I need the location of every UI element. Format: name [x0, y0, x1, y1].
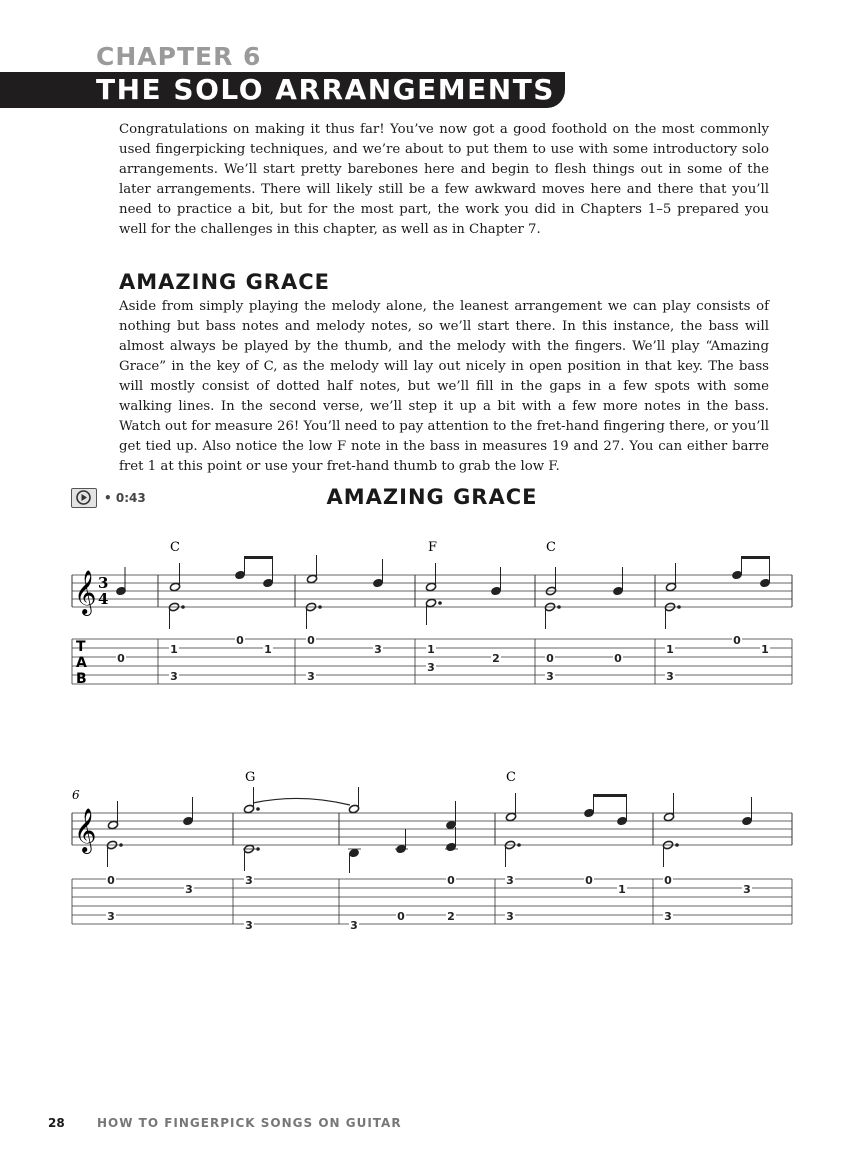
tab-fret: 2 — [492, 652, 500, 665]
chapter-number: CHAPTER 6 — [96, 42, 262, 71]
section-heading: AMAZING GRACE — [119, 270, 330, 294]
tab-fret: 3 — [427, 661, 435, 674]
tab-fret: 3 — [185, 883, 193, 896]
chord-symbol: G — [245, 770, 256, 785]
tab-fret: 3 — [743, 883, 751, 896]
tab-fret: 3 — [546, 670, 554, 683]
notes — [116, 555, 771, 629]
tab-fret: 3 — [245, 919, 253, 932]
audio-time: • 0:43 — [104, 491, 146, 505]
chord-symbol: C — [170, 540, 180, 555]
tab-fret: 1 — [264, 643, 272, 656]
tab-fret: 2 — [447, 910, 455, 923]
score-system-2 — [0, 765, 864, 935]
tab-fret: 0 — [546, 652, 554, 665]
section-paragraph: Aside from simply playing the melody alone, the leanest arrangement we can play consists of nothing but bass notes and melody notes, so we’ll start there. In this instance, the bass will almost always be played by the thumb, and the melody with the fingers. We’ll play “Amazing Grace” in the key of C, as the melody will lay out nicely in open position in that key. The bass will mostly consist of dotted half notes, but we’ll fill in the gaps in a few spots with some walking lines. In the second verse, we’ll step it up a bit with a few more notes in the bass. Watch out for measure 26! You’ll need to pay attention to the fret-hand fingering there, or you’ll get tied up. Also notice the low F note in the bass in measures 19 and 27. You can either barre fret 1 at this point or use your fret-hand thumb to grab the low F. — [119, 299, 769, 474]
tab-fret: 0 — [107, 874, 115, 887]
tab-fret: 1 — [618, 883, 626, 896]
tab-fret: 3 — [245, 874, 253, 887]
tab-fret: 0 — [614, 652, 622, 665]
tab-fret: 0 — [585, 874, 593, 887]
treble-clef-icon: 𝄞 — [74, 570, 97, 614]
tab-fret: 0 — [307, 634, 315, 647]
tab-fret: 3 — [350, 919, 358, 932]
tab-label-t: T — [76, 639, 86, 655]
tab-numbers — [116, 634, 770, 683]
book-title: HOW TO FINGERPICK SONGS ON GUITAR — [97, 1116, 402, 1130]
intro-paragraph: Congratulations on making it thus far! You’ve now got a good foothold on the most commonly used fingerpicking techniques, and we’re about to put them to use with some introductory solo arrangements. We’ll start pretty barebones here and begin to flesh things out in some of the later arrangements. There will likely still be a few awkward moves here and there that you’ll need to practice a bit, but for the most part, the work you did in Chapters 1–5 prepared you well for the challenges in this chapter, as well as in Chapter 7. — [119, 122, 769, 237]
tab-fret: 3 — [664, 910, 672, 923]
tab-numbers — [106, 874, 752, 932]
page-number: 28 — [48, 1116, 65, 1130]
time-signature-bottom: 4 — [98, 590, 109, 608]
notes — [106, 787, 752, 873]
chord-symbol: F — [428, 540, 438, 555]
time-signature-top: 3 — [98, 574, 109, 592]
chapter-title: THE SOLO ARRANGEMENTS — [96, 73, 555, 106]
tab-fret: 3 — [506, 910, 514, 923]
tab-fret: 3 — [666, 670, 674, 683]
treble-clef-icon: 𝄞 — [74, 808, 97, 852]
score-title: AMAZING GRACE — [326, 485, 538, 509]
tab-label-b: B — [76, 671, 87, 687]
tab-fret: 0 — [397, 910, 405, 923]
tab-fret: 1 — [761, 643, 769, 656]
notation-staff — [72, 813, 792, 845]
tab-fret: 0 — [117, 652, 125, 665]
tab-staff — [72, 879, 792, 924]
tab-fret: 0 — [447, 874, 455, 887]
measure-number: 6 — [72, 788, 80, 802]
tab-fret: 1 — [427, 643, 435, 656]
chord-symbol: C — [506, 770, 516, 785]
tab-fret: 1 — [666, 643, 674, 656]
tab-fret: 3 — [374, 643, 382, 656]
tab-fret: 3 — [107, 910, 115, 923]
score-system-1 — [0, 535, 864, 695]
chord-symbol: C — [546, 540, 556, 555]
tab-fret: 0 — [236, 634, 244, 647]
tab-fret: 3 — [307, 670, 315, 683]
tab-fret: 3 — [506, 874, 514, 887]
tab-fret: 3 — [170, 670, 178, 683]
tab-fret: 0 — [733, 634, 741, 647]
tab-fret: 0 — [664, 874, 672, 887]
tab-label — [76, 639, 87, 687]
tab-fret: 1 — [170, 643, 178, 656]
tab-label-a: A — [76, 655, 87, 671]
